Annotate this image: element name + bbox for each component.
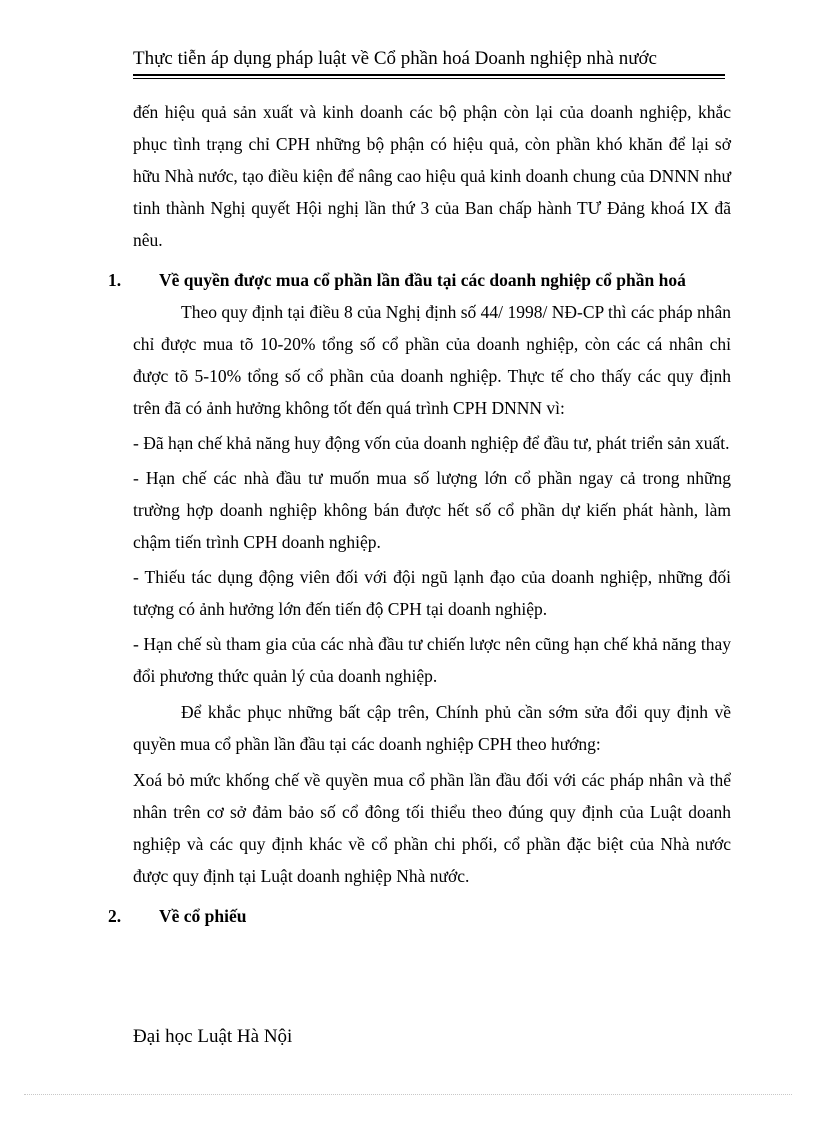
section-1-heading [108,264,731,296]
section-2-number: 2. [108,906,122,926]
header-rule-thick [133,74,725,76]
bullet-item: - Hạn chế sù tham gia của các nhà đầu tư chiến lược nên cũng hạn chế khả năng thay đổi phương thức quản lý của doanh nghiệp. [133,634,731,686]
section-1-paragraph-3: Xoá bỏ mức khống chế về quyền mua cổ phần lần đầu đối với các pháp nhân và thể nhân trên cơ sở đảm bảo số cổ đông tối thiểu theo đúng quy định của Luật doanh nghiệp và các quy định khác về cổ phần chi phối, cổ phần đặc biệt của Nhà nước được quy định tại Luật doanh nghiệp Nhà nước. [133,770,731,886]
page-header-title: Thực tiễn áp dụng pháp luật về Cổ phần hoá Doanh nghiệp nhà nước [133,48,657,69]
page-bottom-dotted-rule [24,1094,792,1095]
page-footer-text: Đại học Luật Hà Nội [133,1026,293,1047]
section-1-paragraph-1: Theo quy định tại điều 8 của Nghị định số 44/ 1998/ NĐ-CP thì các pháp nhân chỉ được mua tõ 10-20% tổng số cổ phần của doanh nghiệp, còn các cá nhân chỉ được tõ 5-10% tổng số cổ phần của doanh nghiệp. Thực tế cho thấy các quy định trên đã có ảnh hưởng không tốt đến quá trình CPH DNNN vì: [133,302,731,418]
section-1-paragraph-2: Để khắc phục những bất cập trên, Chính phủ cần sớm sửa đổi quy định về quyền mua cổ phần lần đầu tại các doanh nghiệp CPH theo hướng: [133,702,731,754]
intro-paragraph: đến hiệu quả sản xuất và kinh doanh các bộ phận còn lại của doanh nghiệp, khắc phục tình trạng chỉ CPH những bộ phận có hiệu quả, còn phần khó khăn để lại sở hữu Nhà nước, tạo điều kiện để nâng cao hiệu quả kinh doanh chung của DNNN như tinh thành Nghị quyết Hội nghị lần thứ 3 của Ban chấp hành TƯ Đảng khoá IX đã nêu. [133,102,731,250]
section-2-heading [108,900,731,932]
bullet-item: - Đã hạn chế khả năng huy động vốn của doanh nghiệp để đầu tư, phát triển sản xuất. [133,433,730,453]
section-1-number: 1. [108,270,122,290]
document-body [108,96,731,932]
bullet-item: - Thiếu tác dụng động viên đối với đội ngũ lạnh đạo của doanh nghiệp, những đối tượng có ảnh hưởng lớn đến tiến độ CPH tại doanh nghiệp. [133,567,731,619]
section-2-title: Về cổ phiếu [159,906,247,926]
header-rule-thin [133,78,725,79]
bullet-item: - Hạn chế các nhà đầu tư muốn mua số lượng lớn cổ phần ngay cả trong những trường hợp doanh nghiệp không bán được hết số cổ phần dự kiến phát hành, làm chậm tiến trình CPH doanh nghiệp. [133,468,731,552]
section-1-title: Về quyền được mua cổ phần lần đầu tại các doanh nghiệp cổ phần hoá [159,270,686,290]
